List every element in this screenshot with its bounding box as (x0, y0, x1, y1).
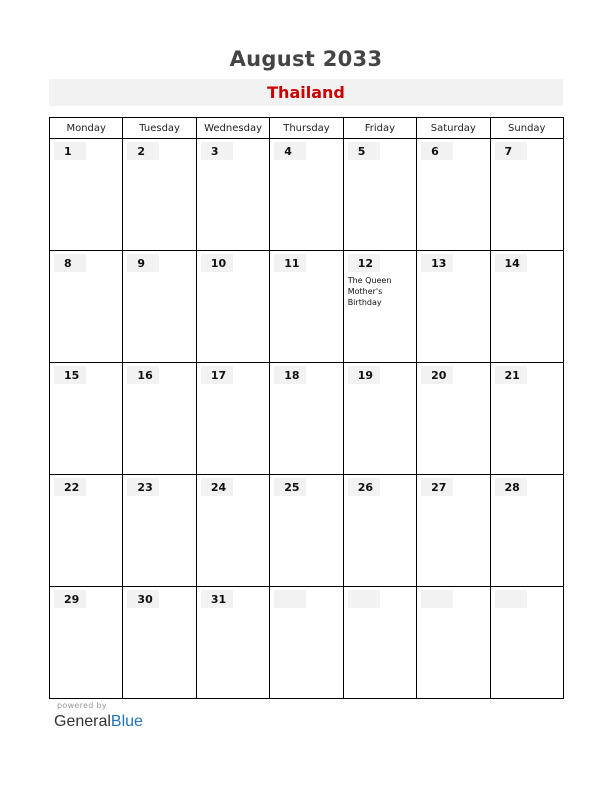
day-number: 20 (431, 369, 447, 382)
day-cell[interactable] (343, 587, 416, 699)
day-number: 6 (431, 145, 439, 158)
day-cell[interactable] (490, 587, 563, 699)
day-number: 27 (431, 481, 447, 494)
day-cell[interactable] (50, 363, 123, 475)
country-name: Thailand (267, 83, 345, 102)
day-number-box (421, 590, 453, 608)
day-cell[interactable] (196, 251, 269, 363)
day-cell[interactable] (270, 139, 343, 251)
day-cell[interactable] (196, 475, 269, 587)
day-cell[interactable] (50, 587, 123, 699)
calendar-grid (49, 117, 564, 699)
day-number-box (348, 590, 380, 608)
week-row (50, 139, 564, 251)
country-banner (49, 79, 563, 106)
day-cell[interactable] (196, 587, 269, 699)
day-cell[interactable] (343, 251, 416, 363)
day-cell[interactable] (417, 251, 490, 363)
day-cell[interactable] (123, 139, 196, 251)
powered-by-label: powered by (57, 701, 107, 710)
day-cell[interactable] (123, 251, 196, 363)
weekday-header: Saturday (417, 118, 490, 139)
day-number: 19 (357, 369, 373, 382)
day-number: 13 (431, 257, 447, 270)
day-cell[interactable] (417, 363, 490, 475)
day-number: 2 (137, 145, 146, 158)
day-number: 17 (210, 369, 227, 382)
day-cell[interactable] (490, 251, 563, 363)
brand-blue: Blue (110, 713, 143, 730)
day-number: 14 (504, 257, 520, 270)
day-cell[interactable] (50, 139, 123, 251)
day-number: 3 (210, 145, 219, 158)
day-number-box (274, 590, 306, 608)
day-number: 31 (210, 593, 227, 606)
calendar-title: August 2033 (229, 47, 383, 71)
day-cell[interactable] (270, 363, 343, 475)
day-number: 7 (504, 145, 513, 158)
day-cell[interactable] (270, 251, 343, 363)
day-cell[interactable] (270, 587, 343, 699)
day-number: 21 (504, 369, 520, 382)
day-cell[interactable] (417, 139, 490, 251)
day-number: 15 (64, 369, 80, 382)
day-cell[interactable] (490, 139, 563, 251)
day-number: 25 (284, 481, 300, 494)
day-number: 26 (357, 481, 373, 494)
day-cell[interactable] (343, 363, 416, 475)
holiday-label: The Queen Mother's Birthday (347, 276, 392, 307)
day-number: 9 (137, 257, 146, 270)
day-number: 1 (64, 145, 72, 158)
weekday-header: Tuesday (123, 118, 196, 139)
day-cell[interactable] (50, 475, 123, 587)
day-cell[interactable] (123, 587, 196, 699)
day-cell[interactable] (123, 363, 196, 475)
week-row (50, 363, 564, 475)
day-number: 24 (210, 481, 227, 494)
weekday-header: Thursday (270, 118, 343, 139)
day-number: 22 (64, 481, 80, 494)
weekday-header: Monday (50, 118, 123, 139)
day-number: 5 (357, 145, 366, 158)
day-cell[interactable] (490, 475, 563, 587)
day-number: 28 (504, 481, 520, 494)
day-cell[interactable] (417, 475, 490, 587)
day-number: 18 (284, 369, 300, 382)
day-number: 10 (210, 257, 227, 270)
day-cell[interactable] (343, 139, 416, 251)
day-number: 8 (64, 257, 72, 270)
weekday-header-row (50, 118, 564, 139)
day-number: 30 (137, 593, 153, 606)
week-row (50, 475, 564, 587)
weekday-header: Friday (343, 118, 416, 139)
day-number: 4 (284, 145, 292, 158)
brand-general: General (54, 713, 111, 730)
day-cell[interactable] (490, 363, 563, 475)
day-number-box (495, 590, 527, 608)
weekday-header: Wednesday (196, 118, 269, 139)
day-cell[interactable] (343, 475, 416, 587)
day-cell[interactable] (50, 251, 123, 363)
weekday-header: Sunday (490, 118, 563, 139)
week-row (50, 251, 564, 363)
day-number: 29 (64, 593, 80, 606)
day-number: 23 (137, 481, 153, 494)
day-cell[interactable] (417, 587, 490, 699)
day-number: 12 (357, 257, 373, 270)
day-cell[interactable] (196, 139, 269, 251)
day-number: 16 (137, 369, 153, 382)
day-cell[interactable] (270, 475, 343, 587)
day-number: 11 (284, 257, 300, 270)
week-row (50, 587, 564, 699)
day-cell[interactable] (196, 363, 269, 475)
day-cell[interactable] (123, 475, 196, 587)
generalblue-logo[interactable] (54, 713, 143, 731)
